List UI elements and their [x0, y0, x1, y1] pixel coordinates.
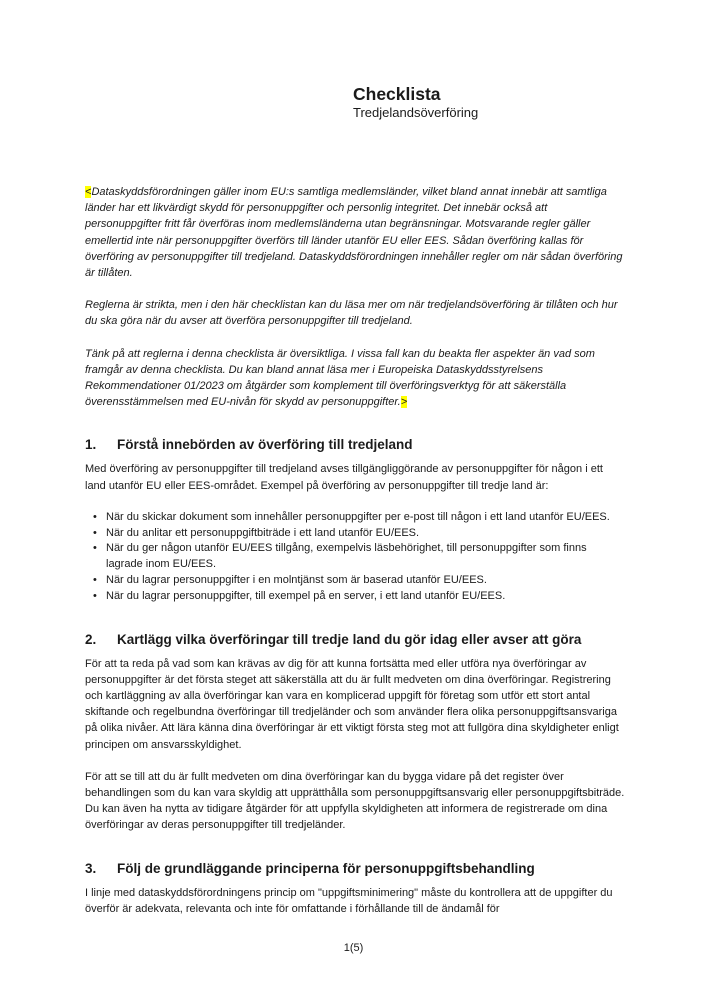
section-3-number: 3. — [85, 860, 97, 876]
section-2-paragraph-2: För att se till att du är fullt medveten om dina överföringar kan du bygga vidare på det register över behandlingen som du kan vara skyldig att upprätthålla som personuppgiftsansvarig eller personuppgiftsbiträde. Du kan även ha nytta av tidigare åtgärder för att uppfylla skyldigheten att informera de registrerade om dina överföringar av deras personuppgifter till tredjeländer. — [85, 770, 625, 832]
section-2 — [85, 631, 625, 834]
section-1-heading — [85, 436, 625, 453]
section-3-paragraph: I linje med dataskyddsförordningens princip om "uppgiftsminimering" måste du kontrollera att de uppgifter du överför är adekvata, relevanta och inte för omfattande i förhållande till de ändamål för — [85, 886, 613, 915]
intro-paragraph-3-text: Tänk på att reglerna i denna checklista är översiktliga. I vissa fall kan du beakta fler aspekter än vad som framgår av denna checklista. Du kan bland annat läsa mer i Europeiska Dataskyddsstyrelsens Rekommendationer 01/2023 om åtgärder som komplement till överföringsverktyg för att säkerställa överensstämmelsen med EU-nivån för skydd av personuppgifter. — [85, 347, 595, 409]
section-2-title: Kartlägg vilka överföringar till tredje land du gör idag eller avser att göra — [117, 631, 582, 647]
section-1-title: Förstå innebörden av överföring till tredjeland — [117, 437, 413, 453]
section-3-heading — [85, 860, 625, 877]
bullet-icon: • — [93, 574, 97, 587]
intro-paragraph-2: Reglerna är strikta, men i den här checklistan kan du läsa mer om när tredjelandsöverföring är tillåten och hur du ska göra när du avser att överföra personuppgifter till tredjeland. — [85, 299, 618, 328]
section-1-number: 1. — [85, 437, 97, 453]
highlight-close-mark: > — [400, 396, 408, 409]
bullet-icon: • — [93, 542, 97, 555]
list-item — [85, 541, 625, 573]
document-title: Checklista — [353, 84, 441, 104]
section-2-paragraph-1: För att ta reda på vad som kan krävas av dig för att kunna fortsätta med eller utföra nya överföringar av personuppgifter är det första steget att säkerställa att du är fullt medveten om dina överföringar. Registrering och kartläggning av alla överföringar kan vara en komplicerad uppgift för företag som utför ett stort antal skiftande och regelbundna överföringar till tredjeländer och som använder flera olika personuppgiftsansvariga på olika nivåer. Att lära känna dina överföringar är ett viktigt första steg mot att fullgöra dina skyldigheter enligt principen om ansvarsskyldighet. — [85, 657, 619, 751]
section-3 — [85, 860, 625, 917]
highlight-open-mark: < — [85, 186, 92, 198]
intro-paragraph-1-text: Dataskyddsförordningen gäller inom EU:s samtliga medlemsländer, vilket bland annat innebär att samtliga länder har ett likvärdigt skydd för personuppgifter och personlig integritet. Det innebär också att personuppgifter fritt får överföras inom medlemsländerna utan begränsningar. Motsvarande regler gäller emellertid inte när personuppgifter överförs till länder utanför EU eller EES. Sådan överföring kallas för överföring av personuppgifter till tredjeland. Dataskyddsförordningen innehåller regler om när sådan överföring är tillåten. — [85, 186, 623, 280]
document-header — [85, 84, 625, 121]
page-number: 1(5) — [343, 942, 364, 954]
section-1 — [85, 436, 625, 604]
list-item-text: När du lagrar personuppgifter i en molntjänst som är baserad utanför EU/EES. — [106, 574, 487, 587]
section-2-number: 2. — [85, 631, 97, 647]
section-1-bullet-list — [85, 510, 625, 605]
list-item — [85, 589, 625, 605]
list-item — [85, 573, 625, 589]
intro-paragraph-3 — [85, 346, 625, 411]
bullet-icon: • — [93, 589, 97, 602]
document-subtitle: Tredjelandsöverföring — [353, 105, 479, 120]
list-item-text: När du lagrar personuppgifter, till exempel på en server, i ett land utanför EU/EES. — [106, 589, 506, 602]
intro-block — [85, 184, 625, 410]
intro-paragraph-1 — [85, 184, 625, 281]
list-item-text: När du ger någon utanför EU/EES tillgång, exempelvis läsbehörighet, till personuppgifter som finns lagrade inom EU/EES. — [106, 542, 587, 571]
list-item-text: När du anlitar ett personuppgiftbiträde i ett land utanför EU/EES. — [106, 526, 420, 539]
list-item — [85, 510, 625, 526]
bullet-icon: • — [93, 526, 97, 539]
section-1-paragraph: Med överföring av personuppgifter till tredjeland avses tillgängliggörande av personuppgifter för någon i ett land utanför EU eller EES-området. Exempel på överföring av personuppgifter till tredje land är: — [85, 463, 603, 492]
section-3-title: Följ de grundläggande principerna för personuppgiftsbehandling — [117, 860, 535, 876]
bullet-icon: • — [93, 510, 97, 523]
section-2-heading — [85, 631, 625, 648]
list-item-text: När du skickar dokument som innehåller personuppgifter per e-post till någon i ett land utanför EU/EES. — [106, 510, 610, 523]
list-item — [85, 526, 625, 542]
